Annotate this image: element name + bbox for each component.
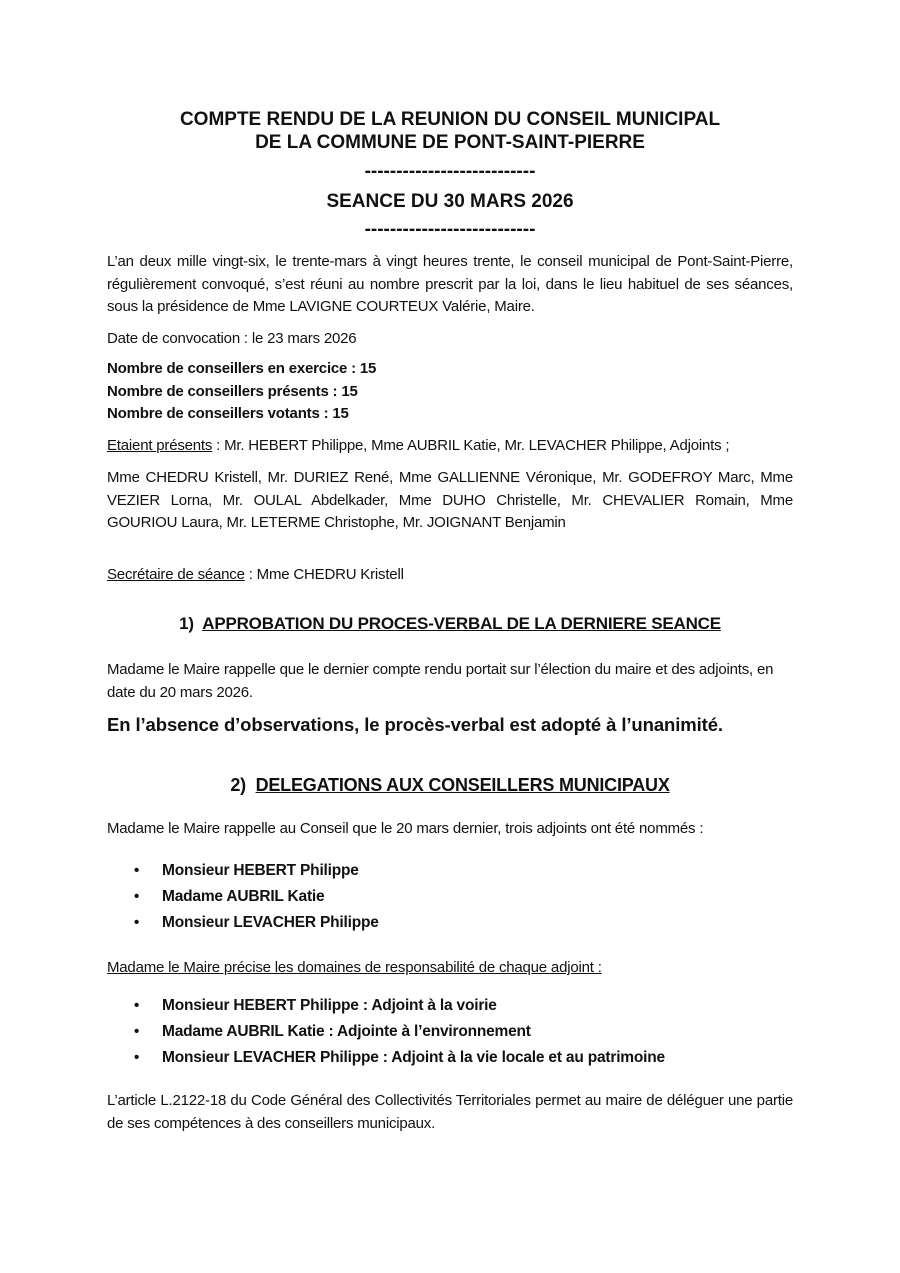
present-others: Mme CHEDRU Kristell, Mr. DURIEZ René, Mme GALLIENNE Véronique, Mr. GODEFROY Marc, Mme VEZIER Lorna, Mr. OULAL Abdelkader, Mme DUHO Christelle, Mr. CHEVALIER Romain, Mme GOURIOU Laura, Mr. LETERME Christophe, Mr. JOIGNANT Benjamin — [107, 469, 793, 531]
secretary-value: : Mme CHEDRU Kristell — [244, 566, 404, 583]
article-paragraph: L’article L.2122-18 du Code Général des Collectivités Territoriales permet au maire de déléguer une partie de ses compétences à des conseillers municipaux. — [107, 1092, 793, 1132]
list-item: • Monsieur LEVACHER Philippe — [107, 910, 793, 936]
section-1-text: Madame le Maire rappelle que le dernier compte rendu portait sur l’élection du maire et des adjoints, en date du 20 mars 2026. — [107, 661, 774, 701]
section-2-text: Madame le Maire rappelle au Conseil que le 20 mars dernier, trois adjoints ont été nommés : — [107, 820, 704, 837]
count-presents: Nombre de conseillers présents : 15 — [107, 382, 358, 400]
present-label: Etaient présents — [107, 437, 213, 454]
present-adjoints — [107, 435, 793, 458]
title-line-1: COMPTE RENDU DE LA REUNION DU CONSEIL MUNICIPAL — [179, 109, 721, 130]
adjoints-list — [107, 858, 793, 936]
section-1-title: APPROBATION DU PROCES-VERBAL DE LA DERNIERE SEANCE — [202, 614, 721, 633]
section-1-number: 1) — [179, 614, 194, 633]
section-2-title: DELEGATIONS AUX CONSEILLERS MUNICIPAUX — [255, 775, 670, 795]
session-date: SEANCE DU 30 MARS 2026 — [326, 191, 574, 212]
section-1-heading — [107, 613, 793, 636]
separator: --------------------------- — [364, 219, 536, 240]
count-votants: Nombre de conseillers votants : 15 — [107, 405, 349, 422]
convocation-date: Date de convocation : le 23 mars 2026 — [107, 330, 357, 347]
domains-list — [107, 993, 793, 1071]
count-exercice: Nombre de conseillers en exercice : 15 — [107, 360, 377, 377]
secretary-label: Secrétaire de séance — [107, 566, 245, 583]
counts — [107, 358, 793, 426]
section-2-heading — [107, 774, 793, 797]
intro-paragraph: L’an deux mille vingt-six, le trente-mars à vingt heures trente, le conseil municipal de Pont-Saint-Pierre, régulièrement convoqué, s’est réuni au nombre prescrit par la loi, dans le lieu habituel de ses séances, sous la présidence de Mme LAVIGNE COURTEUX Valérie, Maire. — [107, 253, 793, 315]
list-item: • Madame AUBRIL Katie : Adjointe à l’environnement — [107, 1019, 793, 1045]
document-title — [107, 108, 793, 154]
domains-intro: Madame le Maire précise les domaines de responsabilité de chaque adjoint : — [107, 959, 602, 976]
list-item: • Monsieur LEVACHER Philippe : Adjoint à la vie locale et au patrimoine — [107, 1045, 793, 1071]
secretary — [107, 564, 793, 587]
separator: --------------------------- — [364, 161, 536, 182]
present-adjoints-list: : Mr. HEBERT Philippe, Mme AUBRIL Katie, Mr. LEVACHER Philippe, Adjoints ; — [212, 437, 730, 454]
title-line-2: DE LA COMMUNE DE PONT-SAINT-PIERRE — [255, 132, 645, 153]
list-item: • Madame AUBRIL Katie — [107, 884, 793, 910]
section-2-number: 2) — [230, 775, 246, 795]
list-item: • Monsieur HEBERT Philippe — [107, 858, 793, 884]
list-item: • Monsieur HEBERT Philippe : Adjoint à la voirie — [107, 993, 793, 1019]
section-1-decision: En l’absence d’observations, le procès-verbal est adopté à l’unanimité. — [107, 714, 723, 735]
